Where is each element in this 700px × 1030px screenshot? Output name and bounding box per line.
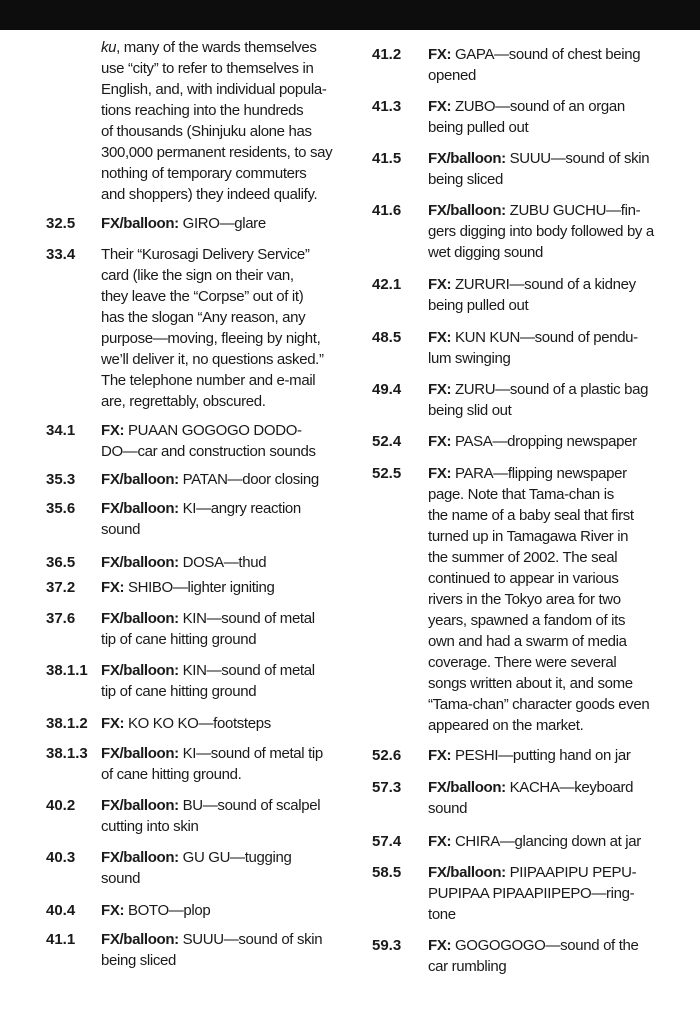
entry-page-number: 36.5 [46,554,76,571]
entry-label: FX/balloon: [101,610,179,627]
entry-label: FX: [428,381,452,398]
entry-label: FX/balloon: [101,471,179,488]
entry-description: BOTO—plop [124,902,211,919]
entry-label: FX: [101,902,125,919]
entry-description: BU—sound of scalpel cutting into skin [101,797,321,835]
entry-description: KO KO KO—footsteps [124,715,271,732]
entry-text [101,469,319,490]
entry-text [428,935,639,977]
entry-page-number: 52.6 [372,747,402,764]
entry-page-number: 37.6 [46,610,76,627]
entry-text [428,148,649,190]
intro-text [101,37,332,205]
entry-description: KIN—sound of metal tip of cane hitting ground [101,662,315,700]
intro-italic-lead: ku [101,39,117,56]
entry-page-number: 37.2 [46,579,76,596]
entry-label: FX: [101,715,125,732]
entry-page-number: 35.3 [46,471,76,488]
entry-label: FX/balloon: [101,500,179,517]
entry-page-number: 33.4 [46,246,76,263]
entry-page-number: 34.1 [46,422,76,439]
entry-label: FX: [101,579,125,596]
entry-description: ZURURI—sound of a kidney being pulled out [428,276,636,314]
entry-description: DOSA—thud [178,554,267,571]
entry-page-number: 38.1.3 [46,745,88,762]
entry-label: FX/balloon: [428,150,506,167]
entry-page-number: 41.3 [372,98,402,115]
entry-text [101,795,320,837]
entry-description: CHIRA—glancing down at jar [451,833,641,850]
entry-page-number: 40.4 [46,902,76,919]
entry-page-number: 38.1.2 [46,715,88,732]
entry-description: KI—sound of metal tip of cane hitting ground. [101,745,323,783]
intro-body: , many of the wards themselves use “city” to refer to themselves in English, and, with individual popula- tions reaching into the hundreds of thousands (Shinjuku alone has 300,000 permanent residents, to say nothing of temporary commuters and shoppers) they indeed qualify. [101,39,333,203]
entry-page-number: 52.5 [372,465,402,482]
entry-text [101,498,301,540]
entry-text [101,713,271,734]
entry-label: FX: [101,422,125,439]
entry-page-number: 40.2 [46,797,76,814]
entry-text [101,929,322,971]
entry-description: PIIPAAPIPU PEPU- PUPIPAA PIPAAPIIPEPO—ring- tone [428,864,637,923]
entry-page-number: 35.6 [46,500,76,517]
entry-description: PATAN—door closing [178,471,319,488]
entry-label: FX/balloon: [428,779,506,796]
entry-text [101,213,266,234]
entry-description: GOGOGOGO—sound of the car rumbling [428,937,639,975]
entry-page-number: 41.6 [372,202,402,219]
entry-description: SUUU—sound of skin being sliced [428,150,650,188]
entry-label: FX: [428,433,452,450]
entry-label: FX: [428,833,452,850]
entry-text [101,244,324,412]
entry-text [101,847,291,889]
entry-description: KIN—sound of metal tip of cane hitting ground [101,610,315,648]
entry-page-number: 38.1.1 [46,662,88,679]
entry-label: FX/balloon: [428,864,506,881]
entry-page-number: 57.3 [372,779,402,796]
entry-text [428,274,636,316]
entry-description: PARA—flipping newspaper page. Note that Tama-chan is the name of a baby seal that first turned up in Tamagawa River in the summer of 2002. The seal continued to appear in various rivers in the Tokyo area for two years, spawned a fandom of its own and had a swarm of media coverage. There were several songs written about it, and some “Tama-chan” character goods even appeared on the market. [428,465,650,734]
entry-description: SHIBO—lighter igniting [124,579,275,596]
entry-description: Their “Kurosagi Delivery Service” card (like the sign on their van, they leave the “Corpse” out of it) has the slogan “Any reason, any purpose—moving, fleeing by night, we’ll deliver it, no questions asked.” The telephone number and e-mail are, regrettably, obscured. [101,246,324,410]
entry-text [428,862,636,925]
scan-top-border [0,0,700,30]
entry-description: SUUU—sound of skin being sliced [101,931,323,969]
entry-description: KI—angry reaction sound [101,500,301,538]
entry-text [428,379,648,421]
entry-description: PESHI—putting hand on jar [451,747,631,764]
entry-label: FX/balloon: [101,931,179,948]
entry-description: GIRO—glare [178,215,266,232]
entry-page-number: 57.4 [372,833,402,850]
entry-description: GU GU—tugging sound [101,849,292,887]
entry-text [428,431,637,452]
entry-label: FX: [428,46,452,63]
entry-page-number: 41.1 [46,931,76,948]
entry-text [101,743,323,785]
entry-label: FX/balloon: [101,215,179,232]
entry-text [101,900,210,921]
entry-text [428,327,638,369]
entry-label: FX: [428,329,452,346]
entry-page-number: 59.3 [372,937,402,954]
entry-text [101,608,315,650]
entry-label: FX/balloon: [428,202,506,219]
entry-page-number: 32.5 [46,215,76,232]
entry-description: PUAAN GOGOGO DODO- DO—car and construction sounds [101,422,316,460]
entry-page-number: 48.5 [372,329,402,346]
entry-page-number: 49.4 [372,381,402,398]
entry-page-number: 52.4 [372,433,402,450]
entry-text [428,200,654,263]
entry-label: FX: [428,747,452,764]
entry-description: PASA—dropping newspaper [451,433,637,450]
entry-page-number: 41.5 [372,150,402,167]
entry-label: FX: [428,276,452,293]
entry-text [101,577,274,598]
entry-text [428,777,633,819]
entry-label: FX/balloon: [101,797,179,814]
entry-page-number: 40.3 [46,849,76,866]
entry-description: KACHA—keyboard sound [428,779,634,817]
entry-label: FX: [428,98,452,115]
entry-text [428,44,640,86]
entry-page-number: 58.5 [372,864,402,881]
entry-text [428,96,625,138]
entry-label: FX/balloon: [101,745,179,762]
entry-description: GAPA—sound of chest being opened [428,46,641,84]
entry-label: FX/balloon: [101,662,179,679]
entry-text [101,552,266,573]
entry-label: FX/balloon: [101,849,179,866]
entry-label: FX: [428,465,452,482]
entry-text [428,831,641,852]
entry-description: ZURU—sound of a plastic bag being slid out [428,381,649,419]
entry-description: ZUBU GUCHU—fin- gers digging into body followed by a wet digging sound [428,202,654,261]
entry-label: FX/balloon: [101,554,179,571]
entry-page-number: 41.2 [372,46,402,63]
entry-label: FX: [428,937,452,954]
entry-text [101,660,315,702]
entry-description: KUN KUN—sound of pendu- lum swinging [428,329,638,367]
entry-description: ZUBO—sound of an organ being pulled out [428,98,625,136]
entry-text [428,745,630,766]
entry-page-number: 42.1 [372,276,402,293]
entry-text [428,463,649,736]
entry-text [101,420,316,462]
